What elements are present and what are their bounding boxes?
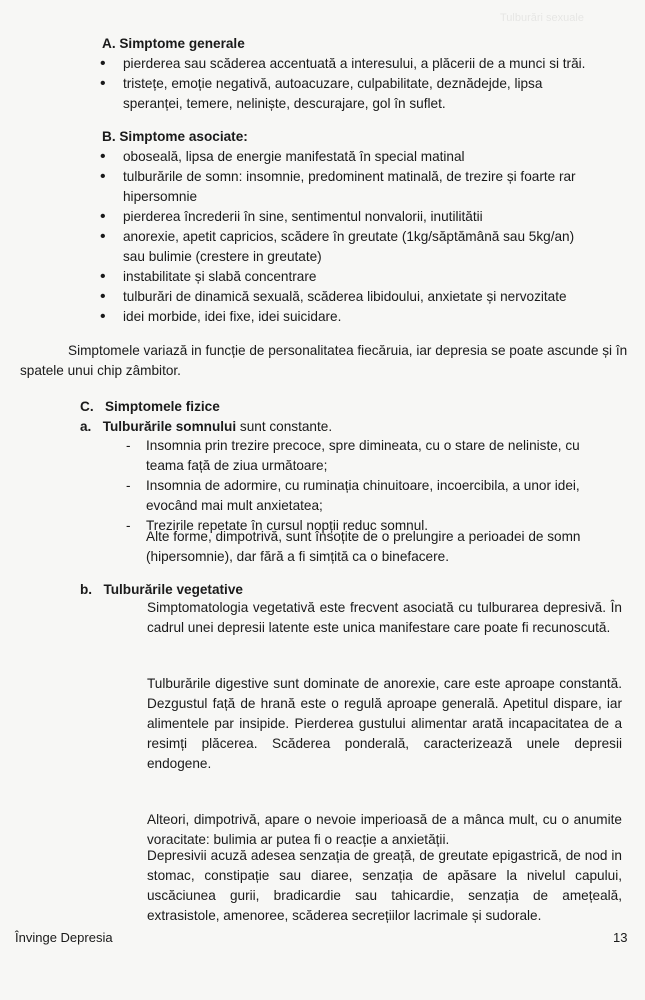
vegetative-paragraph-3: Alteori, dimpotrivă, apare o nevoie imperioasă de a mânca mult, cu o anumite voracitate: bulimia ar putea fi o reacție a anxietății. xyxy=(147,812,622,847)
section-c-title xyxy=(80,397,600,417)
bleed-through-text: Tulburări sexuale xyxy=(500,12,584,24)
footer-page-number: 13 xyxy=(613,930,628,945)
section-a xyxy=(102,34,602,54)
sleep-other-forms: Alte forme, dimpotrivă, sunt însoțite de o prelungire a perioadei de somn (hipersomnie), dar fără a fi simțită ca o binefacere. xyxy=(146,529,581,564)
list-item: • tulburări de dinamică sexuală, scăderea libidoului, anxietate și nervozitate xyxy=(100,287,592,307)
section-b xyxy=(102,127,602,147)
vegetative-label: b. xyxy=(80,582,93,597)
section-a-title: A. Simptome generale xyxy=(102,36,245,51)
section-b-list xyxy=(100,147,592,327)
section-b-title: B. Simptome asociate: xyxy=(102,129,248,144)
list-item: • anorexie, apetit capricios, scădere în greutate (1kg/săptămână sau 5kg/an) sau bulimie (crestere in greutate) xyxy=(100,227,592,267)
list-item: • idei morbide, idei fixe, idei suicidare. xyxy=(100,307,592,327)
list-item: - Insomnia prin trezire precoce, spre dimineata, cu o stare de neliniste, cu teama față de ziua următoare; xyxy=(124,436,604,476)
list-item: • instabilitate și slabă concentrare xyxy=(100,267,592,287)
footer-book-title: Învinge Depresia xyxy=(15,930,113,945)
list-item: • pierderea sau scăderea accentuată a interesului, a plăcerii de a munci si trăi. xyxy=(100,54,600,74)
sleep-suffix: sunt constante. xyxy=(239,419,333,434)
list-item: • tulburările de somn: insomnie, predominent matinală, de trezire și foarte rar hipersomnie xyxy=(100,167,592,207)
vegetative-paragraph-4: Depresivii acuză adesea senzația de greață, de greutate epigastrică, de nod in stomac, constipație sau diaree, senzația de apăsare la nivelul capului, uscăciunea gurii, bradicardie sau tahicardie, senzația de amețeală, extrasistole, amenoree, scăderea secrețiilor lacrimale și sudorale. xyxy=(147,848,622,923)
vegetative-paragraph-2: Tulburările digestive sunt dominate de anorexie, care este aproape constantă. Dezgustul față de hrană este o regulă aproape generală. Apetitul dispare, iar alimentele par insipide. Pierderea gustului alimentar arată incapacitatea de a resimți plăcerea. Scăderea ponderală, caracterizează unele depresii endogene. xyxy=(147,676,622,771)
vegetative-heading xyxy=(80,580,600,600)
sleep-disorders-heading xyxy=(80,417,600,437)
sleep-disorder-list xyxy=(124,436,604,536)
sleep-title: Tulburările somnului xyxy=(102,419,237,434)
section-a-list xyxy=(100,54,600,114)
variation-paragraph: Simptomele variază in funcție de personalitatea fiecăruia, iar depresia se poate ascunde și în spatele unui chip zâmbitor. xyxy=(20,343,628,378)
list-item: • pierderea încrederii în sine, sentimentul nonvalorii, inutilitătii xyxy=(100,207,592,227)
vegetative-title: Tulburările vegetative xyxy=(103,582,243,597)
sleep-label: a. xyxy=(80,419,92,434)
list-item: • tristețe, emoție negativă, autoacuzare, culpabilitate, deznădejde, lipsa speranței, temere, neliniște, descurajare, gol în suflet. xyxy=(100,74,600,114)
vegetative-paragraph-1: Simptomatologia vegetativă este frecvent asociată cu tulburarea depresivă. În cadrul unei depresii latente este unica manifestare care poate fi recunoscută. xyxy=(147,600,622,635)
list-item: • oboseală, lipsa de energie manifestată în special matinal xyxy=(100,147,592,167)
section-c-label: C. xyxy=(80,399,94,414)
section-c-text: Simptomele fizice xyxy=(104,399,220,414)
list-item: - Insomnia de adormire, cu ruminația chinuitoare, incoercibila, a unor idei, evocând mai mult anxietatea; xyxy=(124,476,604,516)
list-item: - Trezirile repetate în cursul nopții reduc somnul. xyxy=(124,516,604,536)
